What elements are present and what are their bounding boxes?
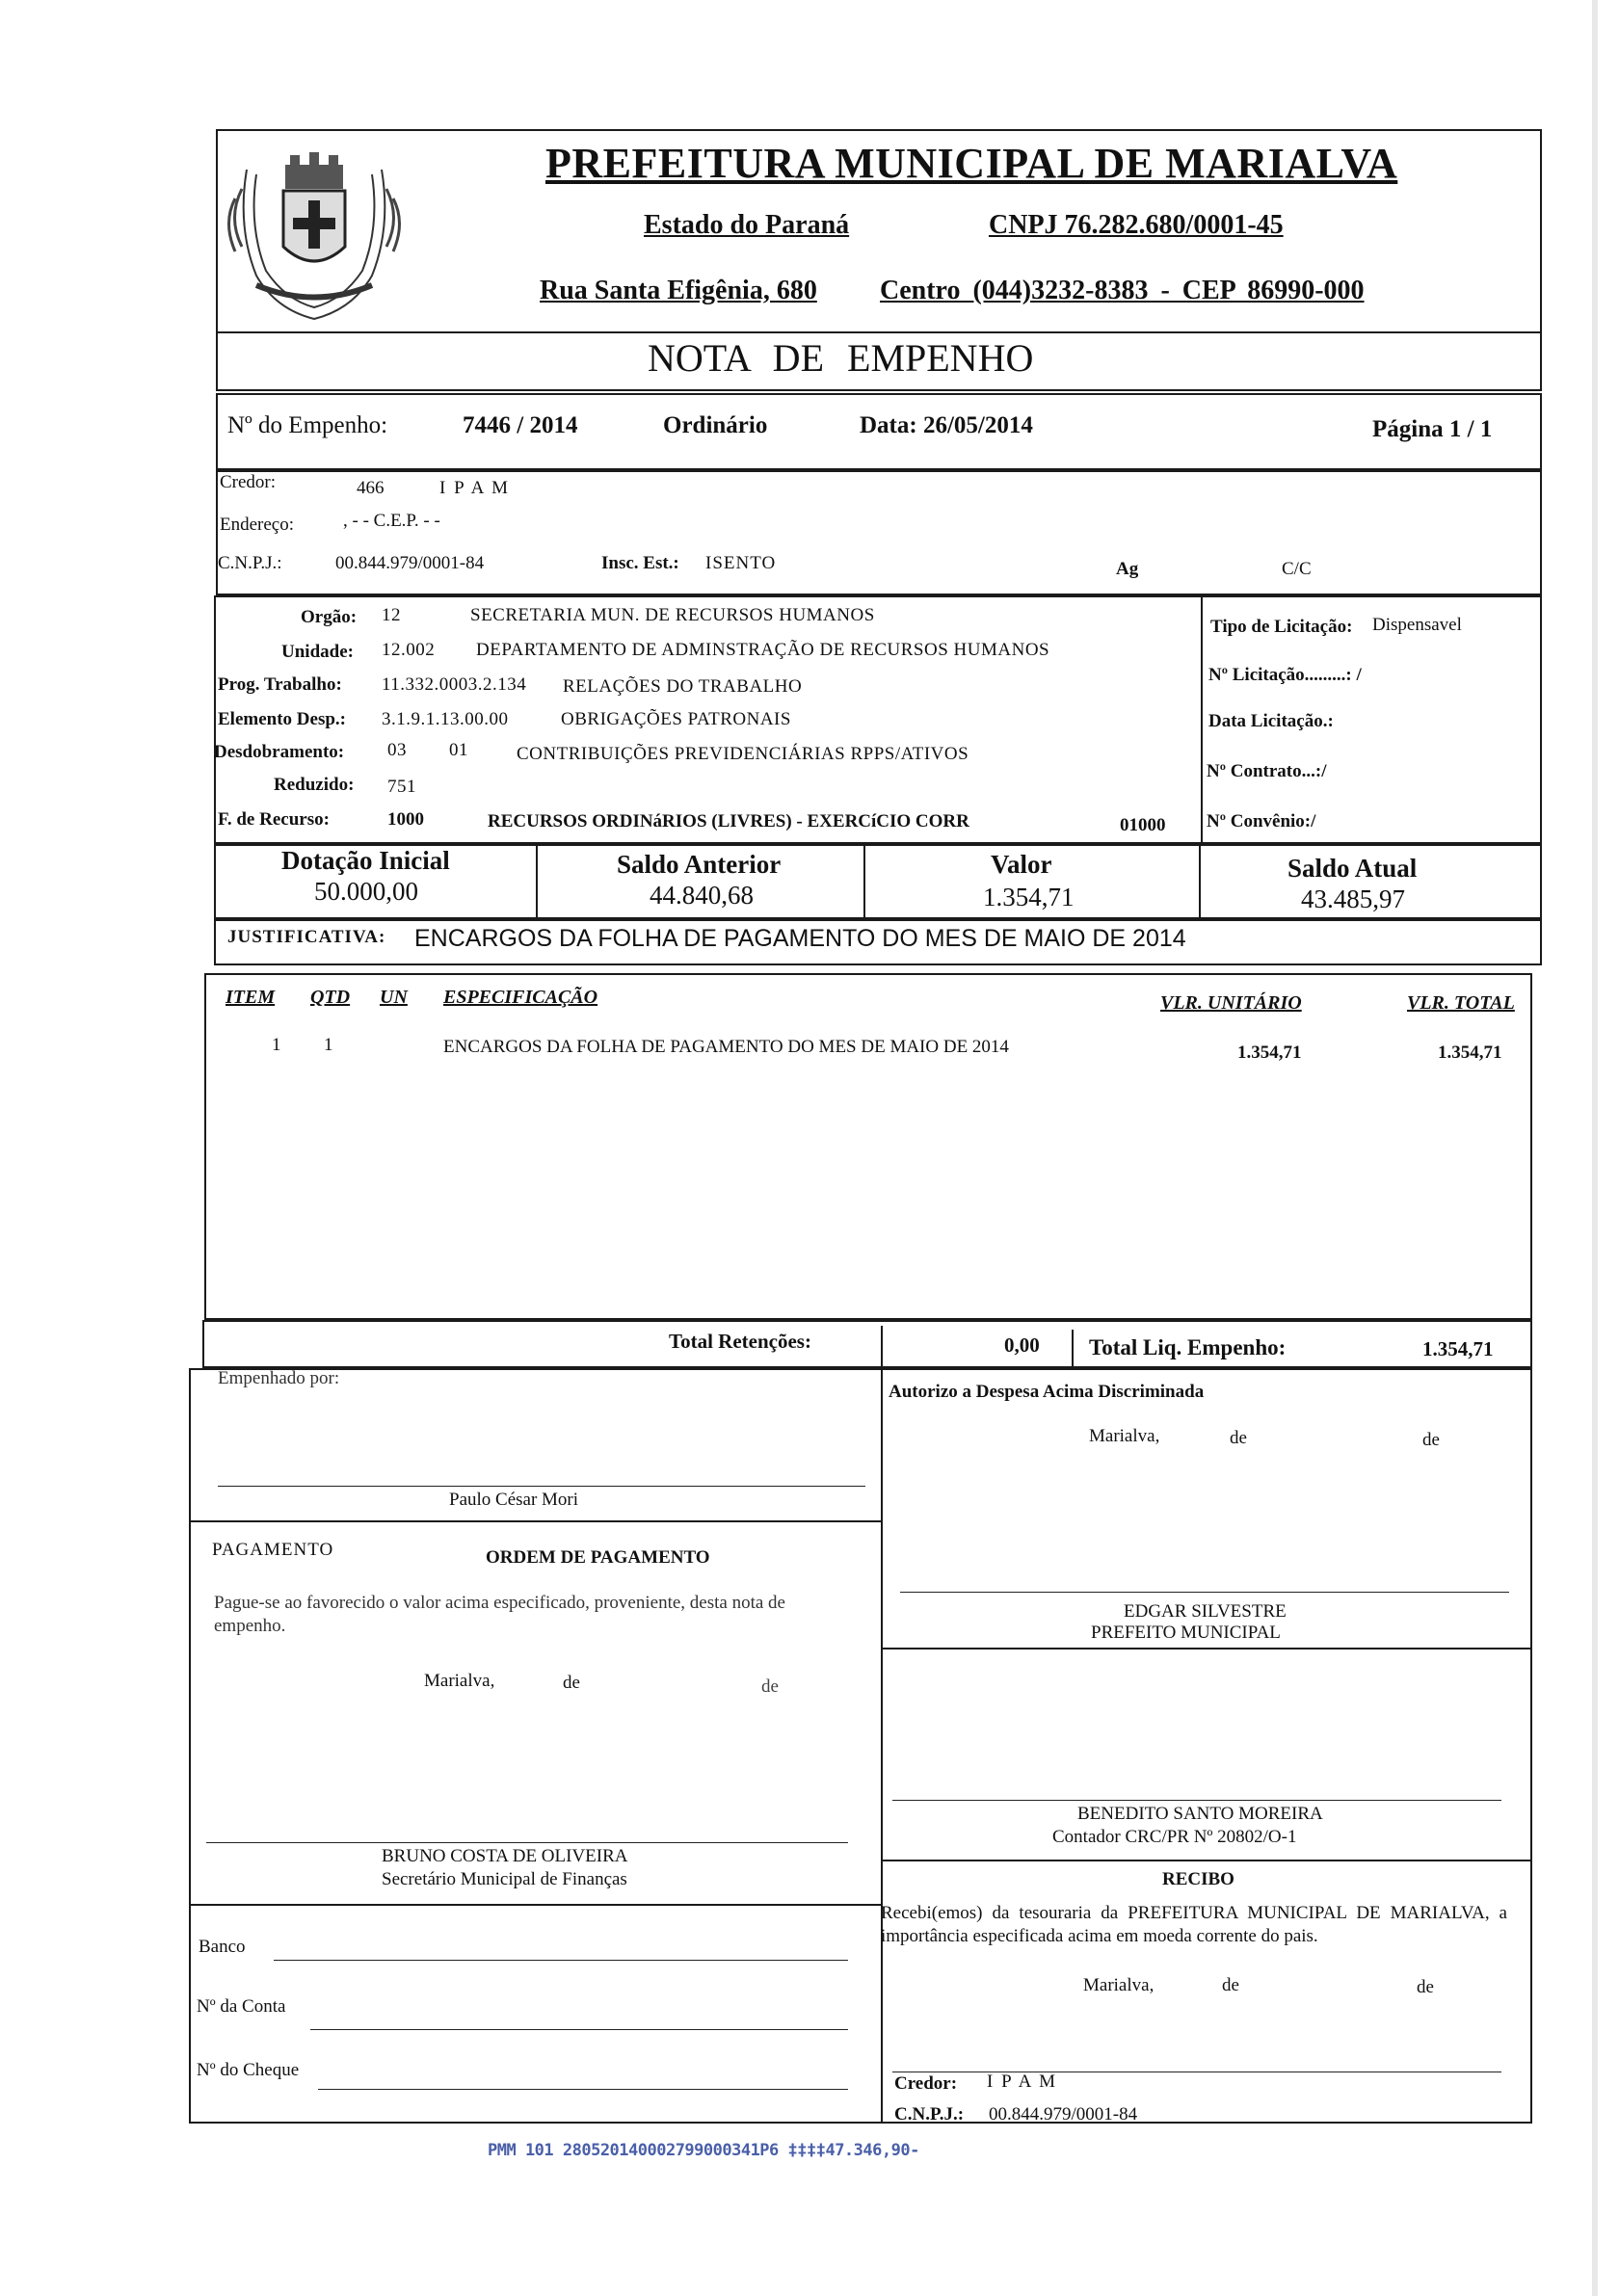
empenhado-label: Empenhado por: xyxy=(218,1368,340,1388)
licitacao-convenio: Nº Convênio:/ xyxy=(1207,811,1316,831)
endereco-value: , - - C.E.P. - - xyxy=(343,511,440,531)
totals-box xyxy=(202,1320,1532,1368)
valor-value: 1.354,71 xyxy=(983,883,1075,911)
page-number: Página 1 / 1 xyxy=(1372,416,1493,442)
col-unit: VLR. UNITÁRIO xyxy=(1160,992,1302,1014)
orgao-code: 12 xyxy=(382,605,401,625)
cheque-line xyxy=(318,2089,848,2090)
col-un: UN xyxy=(380,987,408,1008)
recibo-de1: de xyxy=(1222,1975,1239,1995)
contact-label: Centro (044)3232-8383 - CEP 86990-000 xyxy=(880,276,1365,305)
unidade-label: Unidade: xyxy=(281,642,354,662)
contador-name: BENEDITO SANTO MOREIRA xyxy=(1077,1804,1323,1824)
coat-of-arms-icon xyxy=(218,131,411,324)
cheque-label: Nº do Cheque xyxy=(197,2060,300,2080)
row-qtd: 1 xyxy=(324,1035,333,1055)
unidade-desc: DEPARTAMENTO DE ADMINSTRAÇÃO DE RECURSOS HUMANOS xyxy=(476,640,1050,660)
desdob-label: Desdobramento: xyxy=(214,742,345,762)
row-unit: 1.354,71 xyxy=(1237,1042,1302,1063)
valor-label: Valor xyxy=(991,850,1052,879)
state-label: Estado do Paraná xyxy=(644,210,850,240)
empenho-date: Data: 26/05/2014 xyxy=(860,412,1033,438)
endereco-label: Endereço: xyxy=(220,515,295,535)
scan-edge xyxy=(1592,0,1598,2296)
desdob-desc: CONTRIBUIÇÕES PREVIDENCIÁRIAS RPPS/ATIVOS xyxy=(517,744,969,764)
secretario-signature-line xyxy=(206,1842,848,1843)
ag-label: Ag xyxy=(1116,559,1139,579)
saldo-divider-1 xyxy=(536,844,538,919)
reduzido-value: 751 xyxy=(387,777,416,797)
insc-label: Insc. Est.: xyxy=(601,553,679,573)
pagamento-de2: de xyxy=(761,1676,779,1697)
cnpj-label: CNPJ 76.282.680/0001-45 xyxy=(989,210,1284,240)
recibo-cnpj: 00.844.979/0001-84 xyxy=(989,2104,1138,2124)
justificativa-label: JUSTIFICATIVA: xyxy=(227,927,386,947)
recurso-desc: RECURSOS ORDINáRIOS (LIVRES) - EXERCíCIO CORR xyxy=(488,811,969,831)
lower-center-divider xyxy=(881,1368,883,2124)
recibo-cnpj-label: C.N.P.J.: xyxy=(894,2104,965,2124)
banco-line xyxy=(274,1960,848,1961)
licitacao-tipo-label: Tipo de Licitação: xyxy=(1210,617,1353,637)
empenho-number-label: Nº do Empenho: xyxy=(227,412,388,438)
saldo-atual-label: Saldo Atual xyxy=(1287,854,1418,883)
reduzido-label: Reduzido: xyxy=(274,775,355,795)
col-total: VLR. TOTAL xyxy=(1407,992,1515,1014)
credor-cnpj: 00.844.979/0001-84 xyxy=(335,553,485,573)
empenhado-bottom xyxy=(189,1520,881,1522)
recibo-text: Recebi(emos) da tesouraria da PREFEITURA MUNICIPAL DE MARIALVA, a importância especificada acima em moeda corrente do pais. xyxy=(881,1903,1507,1946)
page-title: PREFEITURA MUNICIPAL DE MARIALVA xyxy=(545,140,1398,187)
row-spec: ENCARGOS DA FOLHA DE PAGAMENTO DO MES DE MAIO DE 2014 xyxy=(443,1037,1009,1057)
autorizo-bottom xyxy=(881,1648,1532,1649)
recurso-code: 1000 xyxy=(387,809,424,830)
retencoes-value: 0,00 xyxy=(1004,1333,1040,1357)
contador-title: Contador CRC/PR Nº 20802/O-1 xyxy=(1052,1827,1297,1847)
doc-title: NOTA DE EMPENHO xyxy=(648,336,1034,380)
autorizo-de1: de xyxy=(1230,1428,1247,1448)
col-qtd: QTD xyxy=(310,987,351,1008)
liq-value: 1.354,71 xyxy=(1422,1337,1494,1360)
prog-desc: RELAÇÕES DO TRABALHO xyxy=(563,676,803,697)
contador-signature-line xyxy=(892,1800,1501,1801)
saldo-anterior-value: 44.840,68 xyxy=(650,881,754,910)
recibo-title: RECIBO xyxy=(1162,1869,1234,1889)
empenhado-signer: Paulo César Mori xyxy=(449,1490,579,1510)
pagamento-de1: de xyxy=(563,1673,580,1693)
elemento-label: Elemento Desp.: xyxy=(218,709,346,729)
licitacao-numero: Nº Licitação.........: / xyxy=(1208,665,1362,685)
col-item: ITEM xyxy=(226,987,276,1008)
autorizo-place: Marialva, xyxy=(1089,1426,1160,1446)
recibo-credor: I P A M xyxy=(987,2072,1057,2092)
col-spec: ESPECIFICAÇÃO xyxy=(443,987,598,1008)
retencoes-label: Total Retenções: xyxy=(669,1330,811,1353)
desdob-code2: 01 xyxy=(449,740,468,760)
justificativa-text: ENCARGOS DA FOLHA DE PAGAMENTO DO MES DE MAIO DE 2014 xyxy=(414,925,1186,952)
conta-label: Nº da Conta xyxy=(197,1996,286,2017)
bank-stamp: PMM 101 280520140002799000341P6 ‡‡‡‡47.346,90- xyxy=(488,2141,919,2160)
recurso-label: F. de Recurso: xyxy=(218,809,330,830)
row-item: 1 xyxy=(272,1035,281,1055)
credor-label: Credor: xyxy=(220,472,277,492)
autorizo-de2: de xyxy=(1422,1430,1440,1450)
licitacao-data: Data Licitação.: xyxy=(1208,711,1334,731)
desdob-code1: 03 xyxy=(387,740,407,760)
prefeito-signature-line xyxy=(900,1592,1509,1593)
pagamento-text: Pague-se ao favorecido o valor acima especificado, proveniente, desta nota de empenho. xyxy=(214,1593,785,1636)
prog-code: 11.332.0003.2.134 xyxy=(382,674,527,695)
licitacao-tipo: Dispensavel xyxy=(1372,615,1462,635)
elemento-desc: OBRIGAÇÕES PATRONAIS xyxy=(561,709,791,729)
recibo-de2: de xyxy=(1417,1977,1434,1997)
empenhado-signature-line xyxy=(218,1486,865,1487)
saldo-divider-3 xyxy=(1199,844,1201,919)
ordem-label: ORDEM DE PAGAMENTO xyxy=(486,1547,710,1568)
totals-divider-2 xyxy=(1072,1330,1074,1368)
pagamento-place: Marialva, xyxy=(424,1671,495,1691)
recurso-code2: 01000 xyxy=(1120,815,1166,835)
conta-line xyxy=(310,2029,848,2030)
empenho-number: 7446 / 2014 xyxy=(463,412,578,438)
orgao-desc: SECRETARIA MUN. DE RECURSOS HUMANOS xyxy=(470,605,875,625)
banco-label: Banco xyxy=(199,1937,246,1957)
lower-box xyxy=(189,1368,1532,2124)
credor-cnpj-label: C.N.P.J.: xyxy=(218,553,282,573)
saldo-divider-2 xyxy=(863,844,865,919)
prefeito-title: PREFEITO MUNICIPAL xyxy=(1091,1623,1281,1643)
recibo-place: Marialva, xyxy=(1083,1975,1155,1995)
autorizo-label: Autorizo a Despesa Acima Discriminada xyxy=(889,1382,1205,1402)
pagamento-label: PAGAMENTO xyxy=(212,1540,334,1560)
saldo-anterior-label: Saldo Anterior xyxy=(617,850,782,879)
prefeito-name: EDGAR SILVESTRE xyxy=(1124,1601,1287,1622)
row-total: 1.354,71 xyxy=(1438,1042,1502,1063)
liq-label: Total Liq. Empenho: xyxy=(1089,1335,1287,1359)
prog-label: Prog. Trabalho: xyxy=(218,674,342,695)
elemento-code: 3.1.9.1.13.00.00 xyxy=(382,709,509,729)
items-box xyxy=(204,973,1532,1320)
credor-code: 466 xyxy=(357,478,385,498)
saldo-atual-value: 43.485,97 xyxy=(1301,884,1405,913)
pagamento-bottom xyxy=(189,1904,881,1906)
empenho-type: Ordinário xyxy=(663,412,768,438)
secretario-name: BRUNO COSTA DE OLIVEIRA xyxy=(382,1846,628,1866)
licitacao-divider xyxy=(1201,595,1203,844)
cc-label: C/C xyxy=(1282,559,1312,579)
dotacao-inicial-label: Dotação Inicial xyxy=(281,846,450,875)
credor-box xyxy=(216,470,1542,595)
contador-bottom xyxy=(881,1860,1532,1861)
orgao-label: Orgão: xyxy=(301,607,358,627)
recibo-credor-label: Credor: xyxy=(894,2073,958,2094)
licitacao-contrato: Nº Contrato...:/ xyxy=(1207,761,1327,781)
address-label: Rua Santa Efigênia, 680 xyxy=(540,276,817,305)
dotacao-inicial-value: 50.000,00 xyxy=(314,877,418,906)
totals-divider-1 xyxy=(881,1326,883,1368)
unidade-code: 12.002 xyxy=(382,640,436,660)
table-row xyxy=(204,1035,1532,1069)
credor-name: I P A M xyxy=(439,478,510,498)
secretario-title: Secretário Municipal de Finanças xyxy=(382,1869,627,1889)
insc-value: ISENTO xyxy=(705,553,777,573)
